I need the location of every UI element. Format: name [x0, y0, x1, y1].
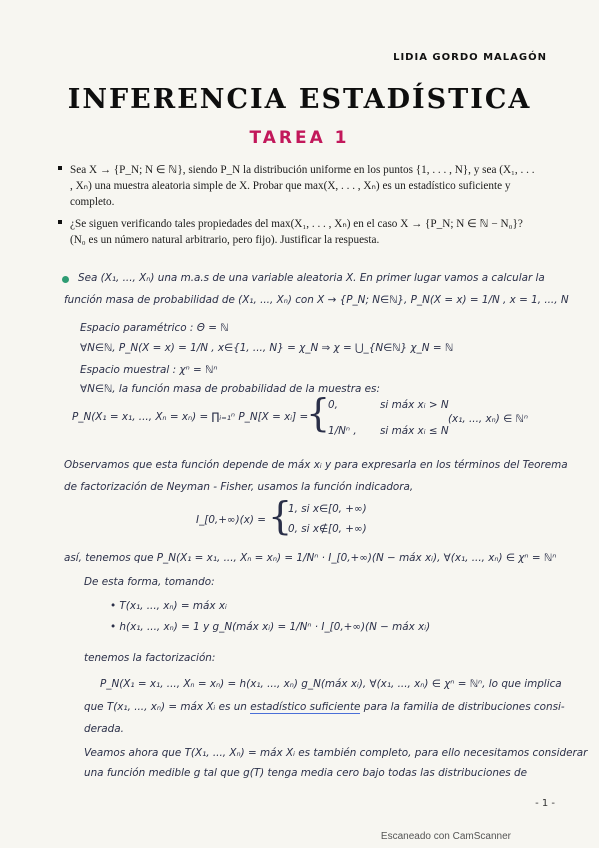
page-number: - 1 - [535, 798, 555, 809]
brace-symbol: { [306, 391, 331, 435]
solution-line: P_N(X₁ = x₁, ..., Xₙ = xₙ) = ∏ᵢ₌₁ⁿ P_N[X = xᵢ] = [72, 411, 309, 423]
solution-line: P_N(X₁ = x₁, ..., Xₙ = xₙ) = h(x₁, ..., xₙ) g_N(máx xᵢ), ∀(x₁, ..., xₙ) ∈ χⁿ = ℕⁿ, lo que implica [100, 678, 562, 690]
text-segment: para la familia de distribuciones consi- [360, 701, 565, 713]
highlighted-term: estadístico suficiente [250, 701, 361, 713]
solution-line: ∀N∈ℕ, P_N(X = x) = 1/N , x∈{1, ..., N} = χ_N ⇒ χ = ⋃_{N∈ℕ} χ_N = ℕ [80, 342, 454, 354]
bullet-dot [58, 220, 62, 224]
bullet-dot [58, 166, 62, 170]
solution-line: ∀N∈ℕ, la función masa de probabilidad de la muestra es: [80, 383, 380, 395]
statement-bullet-2 [70, 216, 540, 248]
case-value: 0, si x∉[0, +∞) [288, 523, 367, 535]
domain-note: (x₁, ..., xₙ) ∈ ℕⁿ [448, 413, 528, 425]
solution-line: De esta forma, tomando: [84, 576, 215, 588]
solution-bullet-dot [62, 276, 69, 283]
case-value: 1/Nⁿ , [328, 425, 357, 437]
statement-bullet-1 [70, 162, 540, 210]
solution-line: Espacio paramétrico : Θ = ℕ [80, 322, 229, 334]
solution-line: • T(x₁, ..., xₙ) = máx xᵢ [110, 600, 227, 612]
case-value: 1, si x∈[0, +∞) [288, 503, 367, 515]
case-condition: si máx xᵢ ≤ N [380, 425, 449, 437]
solution-line: de factorización de Neyman - Fisher, usamos la función indicadora, [64, 481, 414, 493]
statement-text-1: Sea X → {P_N; N ∈ ℕ}, siendo P_N la distribución uniforme en los puntos {1, . . . , N}, y sea (X₁, . . . , Xₙ) una muestra aleatoria simple de X. Probar que max(X, . . . , Xₙ) es un estadístico suficiente y completo. [70, 164, 535, 208]
solution-line [84, 700, 565, 714]
page-subtitle: TAREA 1 [249, 128, 350, 148]
solution-line: función masa de probabilidad de (X₁, ..., Xₙ) con X → {P_N; N∈ℕ}, P_N(X = x) = 1/N , x = 1, ..., N [64, 294, 569, 306]
case-value: 0, [328, 399, 338, 411]
brace-symbol: { [268, 494, 293, 538]
solution-line: Espacio muestral : χⁿ = ℕⁿ [80, 364, 218, 376]
solution-line: tenemos la factorización: [84, 652, 216, 664]
solution-line: así, tenemos que P_N(X₁ = x₁, ..., Xₙ = xₙ) = 1/Nⁿ · I_[0,+∞)(N − máx xᵢ), ∀(x₁, ..., xₙ) ∈ χⁿ = ℕⁿ [64, 552, 557, 564]
case-condition: si máx xᵢ > N [380, 399, 449, 411]
solution-line: • h(x₁, ..., xₙ) = 1 y g_N(máx xᵢ) = 1/Nⁿ · I_[0,+∞)(N − máx xᵢ) [110, 621, 431, 633]
solution-line: una función medible g tal que g(T) tenga media cero bajo todas las distribuciones de [84, 767, 528, 779]
text-segment: que T(x₁, ..., xₙ) = máx Xᵢ es un [84, 701, 251, 713]
solution-line: Veamos ahora que T(X₁, ..., Xₙ) = máx Xᵢ es también completo, para ello necesitamos considerar [84, 747, 588, 759]
statement-text-2: ¿Se siguen verificando tales propiedades del max(X₁, . . . , Xₙ) en el caso X → {P_N; N ∈ ℕ − N₀}? (N₀ es un número natural arbitrario, pero fijo). Justificar la respuesta. [70, 218, 523, 246]
indicator-label: I_[0,+∞)(x) = [196, 514, 266, 526]
solution-line: Observamos que esta función depende de máx xᵢ y para expresarla en los términos del Teorema [64, 459, 568, 471]
author-name: LIDIA GORDO MALAGÓN [393, 52, 547, 63]
solution-line: derada. [84, 723, 124, 735]
scanner-watermark: Escaneado con CamScanner [380, 831, 511, 842]
solution-line: Sea (X₁, ..., Xₙ) una m.a.s de una variable aleatoria X. En primer lugar vamos a calcular la [78, 272, 545, 284]
page-title: INFERENCIA ESTADÍSTICA [67, 84, 532, 115]
